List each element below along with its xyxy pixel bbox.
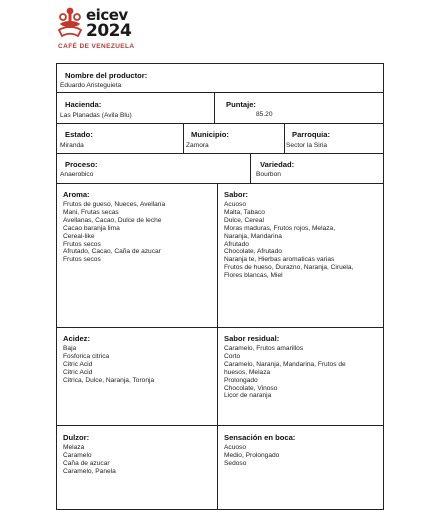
- list-item: Caña de azucar: [63, 459, 110, 467]
- list-item: Licor de naranja: [224, 392, 272, 400]
- aftertaste-list: [224, 345, 346, 400]
- list-item: huesos, Melaza: [224, 368, 271, 376]
- list-item: Frutos secos: [63, 256, 101, 264]
- col-divider: [217, 183, 218, 510]
- score-value: 85.20: [256, 111, 273, 118]
- sweetness-label: Dulzor:: [63, 433, 90, 442]
- sweetness-list: [63, 444, 116, 476]
- municipality-value: Zamora: [186, 142, 209, 149]
- state-label: Estado:: [65, 130, 93, 139]
- list-item: Chocolate, Vinoso: [224, 384, 278, 392]
- producer-value: Eduardo Aristeguieta: [60, 82, 122, 89]
- col-divider: [214, 92, 215, 123]
- mouthfeel-list: [224, 444, 279, 468]
- list-item: Malta, Tabaco: [224, 208, 265, 216]
- list-item: Acuoso: [224, 201, 246, 208]
- list-item: Melaza: [63, 444, 85, 451]
- list-item: Frutos secos: [63, 240, 101, 248]
- flavor-list: [224, 201, 353, 280]
- variety-label: Variedad:: [260, 160, 295, 169]
- list-item: Flores blancas, Miel: [224, 272, 283, 280]
- row-divider: [57, 327, 383, 328]
- logo-year: 2024: [86, 21, 132, 41]
- list-item: Dulce, Cereal: [224, 216, 264, 224]
- acidity-label: Acidez:: [63, 334, 91, 343]
- row-divider: [57, 425, 383, 426]
- list-item: Naranja te, Hierbas aromaticas varias: [224, 256, 335, 264]
- list-item: Naranja, Mandarina: [224, 232, 282, 240]
- list-item: Cacao baranja lima: [63, 224, 120, 232]
- list-item: Caramelo: [63, 451, 92, 459]
- list-item: Chocolate, Afrutado: [224, 248, 282, 256]
- farm-label: Hacienda:: [65, 100, 102, 109]
- mouthfeel-label: Sensación en boca:: [224, 433, 296, 442]
- col-divider: [183, 123, 184, 153]
- list-item: Prolongado: [224, 376, 258, 384]
- list-item: Citrica, Dulce, Naranja, Toronja: [63, 376, 155, 384]
- process-value: Anaerobico: [60, 171, 94, 178]
- eicev-emblem-icon: [56, 6, 84, 40]
- parish-label: Parroquia:: [292, 130, 330, 139]
- col-divider: [284, 123, 285, 153]
- aftertaste-label: Sabor residual:: [224, 334, 280, 343]
- farm-value: Las Planadas (Avila Blu): [60, 112, 132, 119]
- parish-value: Sector la Siria: [286, 142, 328, 149]
- list-item: Avellanas, Cacao, Dulce de leche: [63, 216, 162, 224]
- list-item: Mani, Frutas secas: [63, 208, 119, 216]
- score-label: Puntaje:: [226, 100, 256, 109]
- aroma-label: Aroma:: [63, 190, 90, 199]
- list-item: Sedoso: [224, 459, 247, 467]
- row-divider: [57, 153, 383, 154]
- col-divider: [250, 153, 251, 183]
- producer-label: Nombre del productor:: [65, 71, 148, 80]
- list-item: Caramelo, Panela: [63, 467, 116, 475]
- list-item: Afrutado: [224, 240, 249, 248]
- list-item: Medio, Prolongado: [224, 451, 280, 459]
- list-item: Frutos de hueso, Durazno, Naranja, Ciruela,: [224, 264, 354, 272]
- state-value: Miranda: [60, 142, 84, 149]
- logo-subtitle: CAFÉ DE VENEZUELA: [58, 43, 135, 50]
- list-item: Caramelo, Naranja, Mandarina, Frutos de: [224, 360, 346, 368]
- process-label: Proceso:: [65, 160, 98, 169]
- list-item: Fosforica citrica: [63, 352, 110, 360]
- aroma-list: [63, 201, 165, 264]
- row-divider: [57, 123, 383, 124]
- cupping-sheet: [56, 63, 384, 510]
- row-divider: [57, 92, 383, 93]
- list-item: Caramelo, Frutos amarillos: [224, 345, 304, 352]
- flavor-label: Sabor:: [224, 190, 249, 199]
- row-divider: [57, 183, 383, 184]
- acidity-list: [63, 345, 154, 385]
- logo-brand: eicev: [86, 6, 128, 24]
- eicev-logo: [56, 6, 186, 56]
- list-item: Acuoso: [224, 444, 246, 451]
- list-item: Moras maduras, Frutos rojos, Melaza,: [224, 224, 336, 232]
- list-item: Cereal-like: [63, 232, 95, 240]
- list-item: Citric Acid: [63, 360, 93, 368]
- list-item: Frutos de gueso, Nueces, Avellana: [63, 201, 166, 208]
- variety-value: Bourbon: [256, 171, 281, 178]
- list-item: Corto: [224, 352, 241, 360]
- list-item: Baja: [63, 345, 77, 352]
- list-item: Afrutado, Cacao, Caña de azucar: [63, 248, 161, 256]
- list-item: Citric Acid: [63, 368, 93, 376]
- municipality-label: Municipio:: [191, 130, 229, 139]
